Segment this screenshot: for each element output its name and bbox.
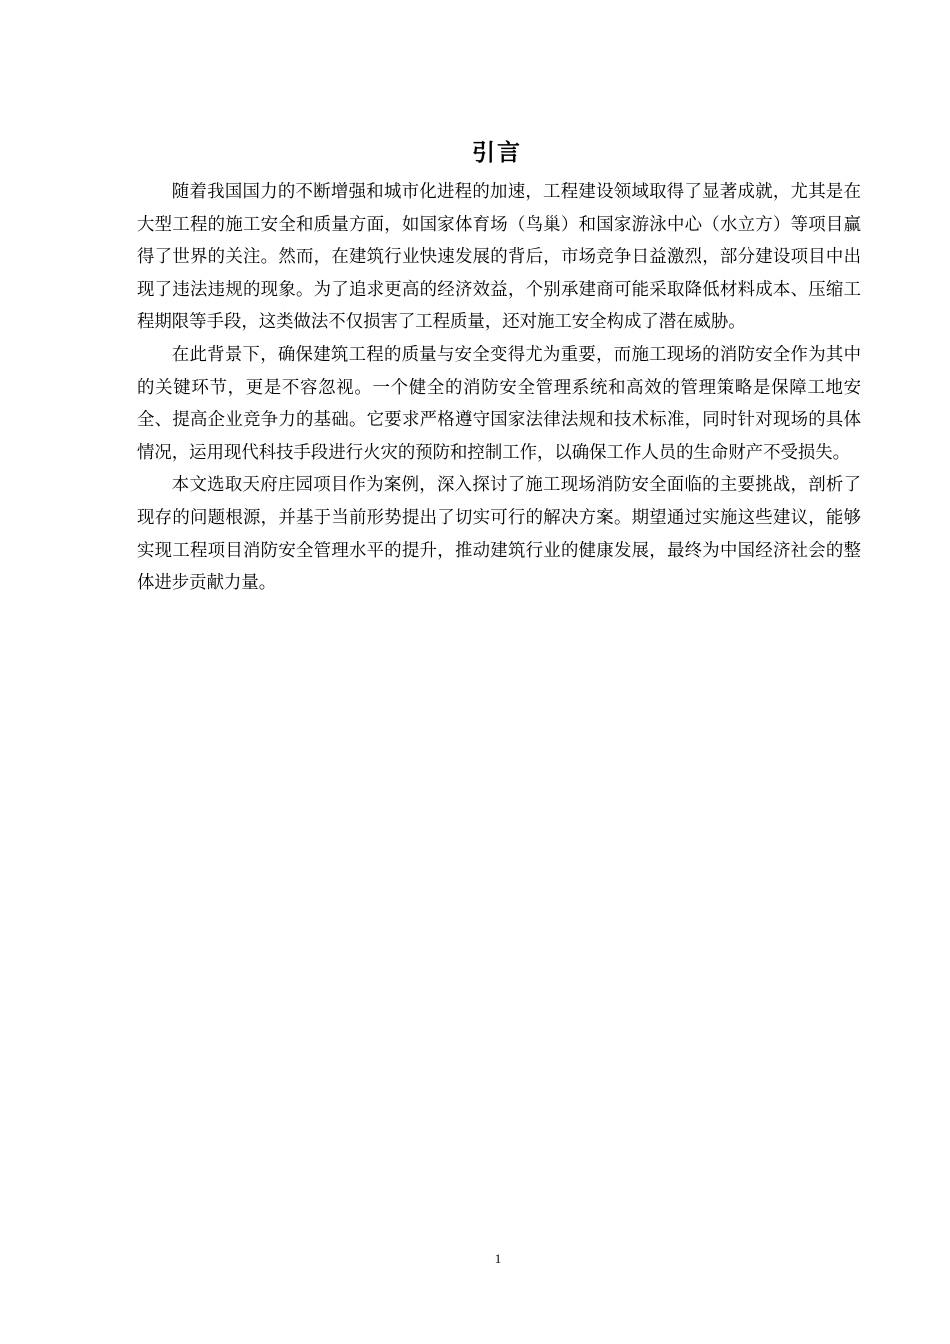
paragraph-1: 随着我国国力的不断增强和城市化进程的加速，工程建设领域取得了显著成就，尤其是在大型工程的施工安全和质量方面，如国家体育场（鸟巢）和国家游泳中心（水立方）等项目赢得了世界的关注。然而，在建筑行业快速发展的背后，市场竞争日益激烈，部分建设项目中出现了违法违规的现象。为了追求更高的经济效益，个别承建商可能采取降低材料成本、压缩工程期限等手段，这类做法不仅损害了工程质量，还对施工安全构成了潜在威胁。 (137, 182, 861, 333)
paragraph-2: 在此背景下，确保建筑工程的质量与安全变得尤为重要，而施工现场的消防安全作为其中的关键环节，更是不容忽视。一个健全的消防安全管理系统和高效的管理策略是保障工地安全、提高企业竞争力的基础。它要求严格遵守国家法律法规和技术标准，同时针对现场的具体情况，运用现代科技手段进行火灾的预防和控制工作，以确保工作人员的生命财产不受损失。 (137, 344, 861, 463)
paragraph-3: 本文选取天府庄园项目作为案例，深入探讨了施工现场消防安全面临的主要挑战，剖析了现存的问题根源，并基于当前形势提出了切实可行的解决方案。期望通过实施这些建议，能够实现工程项目消防安全管理水平的提升，推动建筑行业的健康发展，最终为中国经济社会的整体进步贡献力量。 (137, 475, 861, 594)
page-title: 引言 (472, 140, 522, 166)
document-body (137, 176, 861, 600)
page-number: 1 (494, 1251, 502, 1266)
